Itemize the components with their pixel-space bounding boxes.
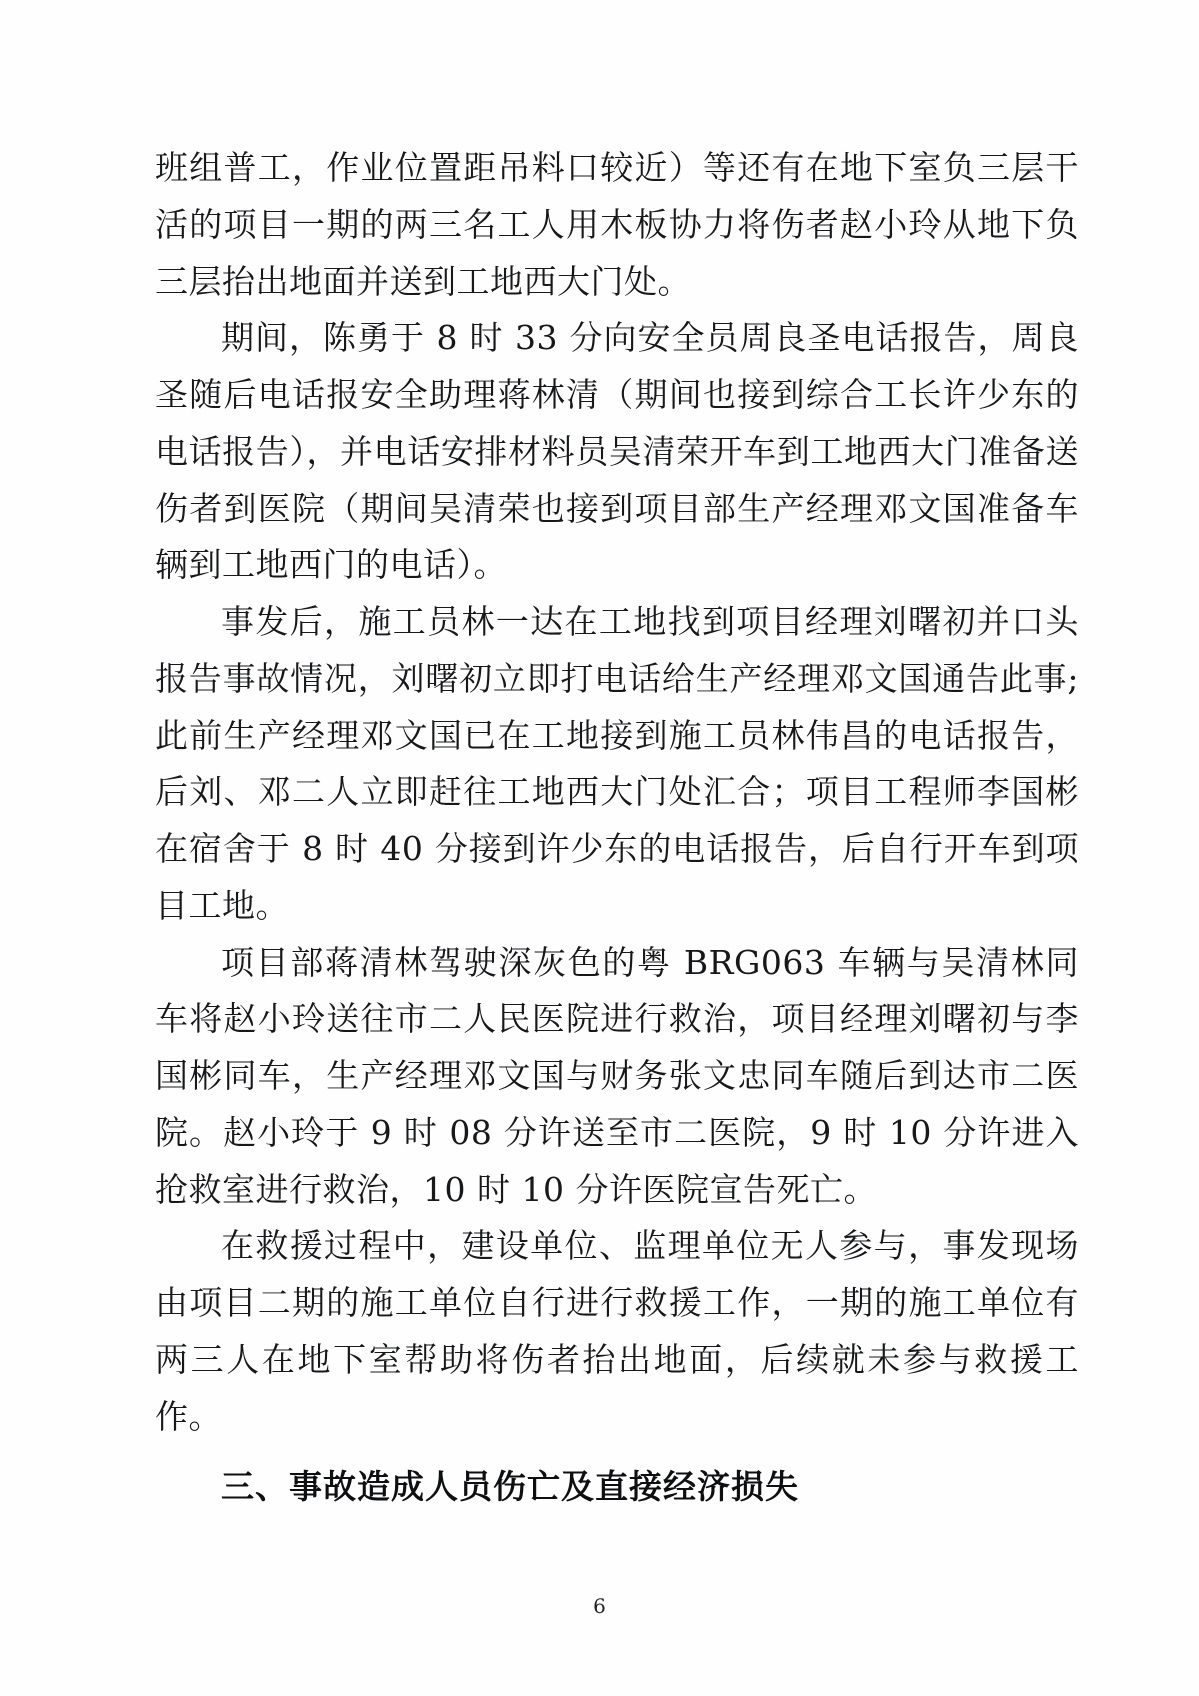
- document-body: [155, 140, 1079, 1516]
- section-heading: 三、事故造成人员伤亡及直接经济损失: [221, 1467, 799, 1507]
- paragraph-2: 期间，陈勇于 8 时 33 分向安全员周良圣电话报告，周良圣随后电话报安全助理蒋林清（期间也接到综合工长许少东的电话报告），并电话安排材料员吴清荣开车到工地西大门准备送伤者到医院（期间吴清荣也接到项目部生产经理邓文国准备车辆到工地西门的电话）。: [155, 318, 1079, 585]
- paragraph-3: 事发后，施工员林一达在工地找到项目经理刘曙初并口头报告事故情况，刘曙初立即打电话给生产经理邓文国通告此事;此前生产经理邓文国已在工地接到施工员林伟昌的电话报告，后刘、邓二人立即赶往工地西大门处汇合；项目工程师李国彬在宿舍于 8 时 40 分接到许少东的电话报告，后自行开车到项目工地。: [155, 602, 1079, 925]
- paragraph-1: 班组普工，作业位置距吊料口较近）等还有在地下室负三层干活的项目一期的两三名工人用木板协力将伤者赵小玲从地下负三层抬出地面并送到工地西大门处。: [155, 148, 1079, 301]
- paragraph-5: 在救援过程中，建设单位、监理单位无人参与，事发现场由项目二期的施工单位自行进行救援工作，一期的施工单位有两三人在地下室帮助将伤者抬出地面，后续就未参与救援工作。: [155, 1226, 1079, 1436]
- paragraph-4: 项目部蒋清林驾驶深灰色的粤 BRG063 车辆与吴清林同车将赵小玲送往市二人民医院进行救治，项目经理刘曙初与李国彬同车，生产经理邓文国与财务张文忠同车随后到达市二医院。赵小玲于 9 时 08 分许送至市二医院，9 时 10 分许进入抢救室进行救治，10 时 10 分许医院宣告死亡。: [155, 942, 1079, 1209]
- page-number: 6: [593, 1594, 606, 1618]
